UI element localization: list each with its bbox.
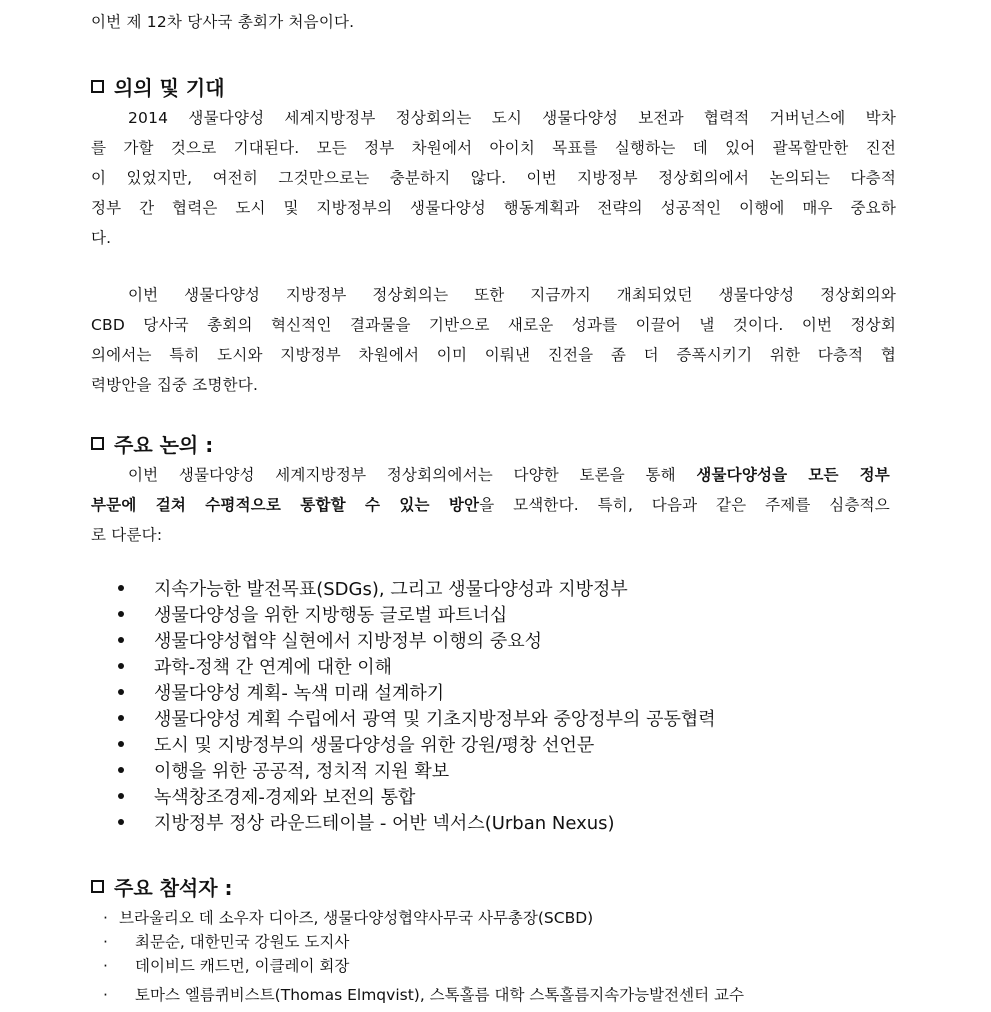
checkbox-square-icon bbox=[91, 437, 104, 450]
attendee-item bbox=[103, 954, 349, 976]
topic-text: 생물다양성을 위한 지방행동 글로벌 파트너십 bbox=[154, 605, 508, 626]
bullet-icon bbox=[118, 637, 124, 643]
bold-text-run: 부문에 걸쳐 수평적으로 통합할 수 있는 방안 bbox=[91, 496, 480, 514]
middle-dot-icon: · bbox=[103, 986, 108, 1004]
section-heading-discussion bbox=[91, 429, 213, 458]
attendee-text: 브라울리오 데 소우자 디아즈, 생물다양성협약사무국 사무총장(SCBD) bbox=[119, 909, 594, 927]
paragraph-line: 력방안을 집중 조명한다. bbox=[91, 376, 259, 394]
attendee-text: 토마스 엘름퀴비스트(Thomas Elmqvist), 스톡홀름 대학 스톡홀름지속가능발전센터 교수 bbox=[135, 986, 744, 1004]
topic-text: 이행을 위한 공공적, 정치적 지원 확보 bbox=[154, 761, 450, 782]
paragraph-line: 의에서는 특히 도시와 지방정부 차원에서 이미 이뤄낸 진전을 좀 더 증폭시키기 위한 다층적 협 bbox=[91, 346, 896, 364]
bullet-icon bbox=[118, 715, 124, 721]
topic-text: 생물다양성협약 실현에서 지방정부 이행의 중요성 bbox=[154, 631, 543, 652]
paragraph-line: 다. bbox=[91, 229, 112, 247]
paragraph-line: 이 있었지만, 여전히 그것만으로는 충분하지 않다. 이번 지방정부 정상회의에서 논의되는 다층적 bbox=[91, 169, 896, 187]
topic-text: 과학-정책 간 연계에 대한 이해 bbox=[154, 657, 393, 678]
topic-list-item bbox=[118, 783, 415, 809]
attendee-item bbox=[103, 983, 744, 1005]
middle-dot-icon: · bbox=[103, 909, 108, 927]
paragraph-line: 로 다룬다: bbox=[91, 526, 163, 544]
paragraph-line bbox=[91, 493, 890, 515]
text-run: 을 모색한다. 특히, 다음과 같은 주제를 심층적으 bbox=[479, 496, 890, 514]
topic-text: 생물다양성 계획 수립에서 광역 및 기초지방정부와 중앙정부의 공동협력 bbox=[154, 709, 716, 730]
section-title: 주요 논의 : bbox=[114, 433, 214, 457]
section-heading-significance bbox=[91, 72, 225, 101]
middle-dot-icon: · bbox=[103, 957, 108, 975]
middle-dot-icon: · bbox=[103, 933, 108, 951]
topic-text: 녹색창조경제-경제와 보전의 통합 bbox=[154, 787, 416, 808]
topic-list-item bbox=[118, 809, 615, 835]
topic-list-item bbox=[118, 731, 594, 757]
topic-list-item bbox=[118, 757, 449, 783]
checkbox-square-icon bbox=[91, 880, 104, 893]
paragraph-line: CBD 당사국 총회의 혁신적인 결과물을 기반으로 새로운 성과를 이끌어 낼 것이다. 이번 정상회 bbox=[91, 316, 896, 334]
bullet-icon bbox=[118, 585, 124, 591]
attendee-text: 데이비드 캐드먼, 이클레이 회장 bbox=[135, 957, 350, 975]
topic-list-item bbox=[118, 679, 444, 705]
topic-text: 도시 및 지방정부의 생물다양성을 위한 강원/평창 선언문 bbox=[154, 735, 595, 756]
attendee-item bbox=[103, 930, 349, 952]
bullet-icon bbox=[118, 819, 124, 825]
attendee-text: 최문순, 대한민국 강원도 도지사 bbox=[135, 933, 350, 951]
bullet-icon bbox=[118, 793, 124, 799]
topic-list-item bbox=[118, 705, 716, 731]
intro-last-line: 이번 제 12차 당사국 총회가 처음이다. bbox=[91, 13, 355, 31]
topic-list-item bbox=[118, 627, 542, 653]
paragraph-line: 정부 간 협력은 도시 및 지방정부의 생물다양성 행동계획과 전략의 성공적인 이행에 매우 중요하 bbox=[91, 199, 896, 217]
attendee-item bbox=[103, 906, 593, 928]
topic-list-item bbox=[118, 601, 507, 627]
section-title: 주요 참석자 : bbox=[114, 876, 233, 900]
bullet-icon bbox=[118, 767, 124, 773]
bold-text-run: 생물다양성을 모든 정부 bbox=[696, 466, 890, 484]
bullet-icon bbox=[118, 741, 124, 747]
text-run: 이번 생물다양성 세계지방정부 정상회의에서는 다양한 토론을 통해 bbox=[128, 466, 697, 484]
paragraph-line bbox=[128, 463, 890, 485]
section-heading-attendees bbox=[91, 872, 233, 901]
paragraph-line: 이번 생물다양성 지방정부 정상회의는 또한 지금까지 개최되었던 생물다양성 정상회의와 bbox=[128, 286, 896, 304]
topic-text: 지방정부 정상 라운드테이블 - 어반 넥서스(Urban Nexus) bbox=[154, 813, 615, 834]
section-title: 의의 및 기대 bbox=[114, 76, 225, 100]
bullet-icon bbox=[118, 689, 124, 695]
bullet-icon bbox=[118, 663, 124, 669]
paragraph-line: 2014 생물다양성 세계지방정부 정상회의는 도시 생물다양성 보전과 협력적 거버넌스에 박차 bbox=[128, 109, 896, 127]
topic-text: 생물다양성 계획- 녹색 미래 설계하기 bbox=[154, 683, 445, 704]
topic-text: 지속가능한 발전목표(SDGs), 그리고 생물다양성과 지방정부 bbox=[154, 579, 628, 600]
paragraph-line: 를 가할 것으로 기대된다. 모든 정부 차원에서 아이치 목표를 실행하는 데 있어 괄목할만한 진전 bbox=[91, 139, 896, 157]
bullet-icon bbox=[118, 611, 124, 617]
topic-list-item bbox=[118, 653, 392, 679]
topic-list-item bbox=[118, 575, 628, 601]
checkbox-square-icon bbox=[91, 80, 104, 93]
